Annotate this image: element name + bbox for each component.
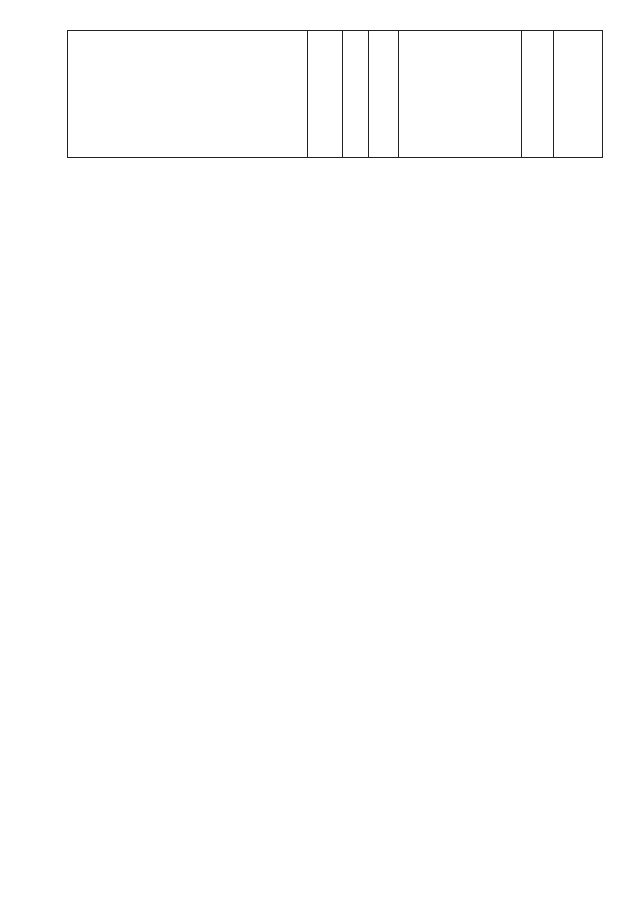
header-year bbox=[554, 31, 604, 158]
header-podrazdel bbox=[369, 31, 399, 158]
budget-table bbox=[67, 30, 603, 158]
table-header bbox=[67, 30, 603, 158]
header-target bbox=[399, 31, 522, 158]
header-razdel bbox=[343, 31, 369, 158]
header-name bbox=[68, 31, 308, 158]
header-grbs bbox=[308, 31, 343, 158]
header-group bbox=[522, 31, 554, 158]
